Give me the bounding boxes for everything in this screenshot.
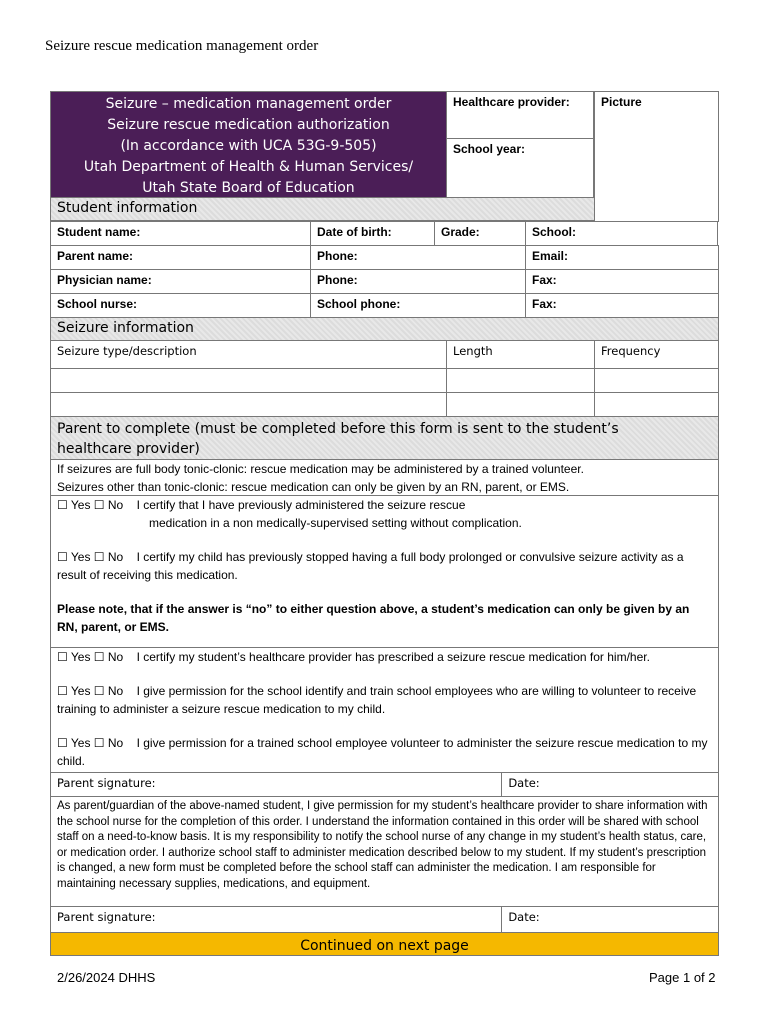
frequency-input[interactable] (594, 368, 719, 393)
healthcare-provider-field[interactable] (446, 91, 594, 139)
length-input[interactable] (446, 392, 595, 417)
yes-no-checkbox[interactable]: ☐ Yes ☐ No (57, 736, 124, 750)
seizure-type-column: Seizure type/description (50, 340, 447, 369)
picture-box[interactable] (594, 91, 719, 222)
form-header (51, 92, 719, 222)
picture-label: Picture (601, 95, 642, 109)
physician-row (51, 270, 719, 294)
parent-email-field[interactable]: Email: (525, 245, 719, 270)
parent-row (51, 246, 719, 270)
school-year-field[interactable] (446, 138, 594, 198)
page-number: Page 1 of 2 (649, 970, 716, 985)
question-1 (57, 496, 712, 532)
yes-no-checkbox[interactable]: ☐ Yes ☐ No (57, 498, 124, 512)
student-info-header: Student information (50, 197, 595, 221)
parent-signature-field[interactable]: Parent signature: (50, 772, 502, 797)
header-left (51, 92, 595, 222)
question-text: medication in a non medically-supervised setting without complication. (149, 516, 522, 530)
question-text: I give permission for a trained school employee volunteer to administer the seizure rescue medication to my child. (57, 736, 708, 768)
question-text: I certify that I have previously administered the seizure rescue (136, 498, 466, 512)
yes-no-checkbox[interactable]: ☐ Yes ☐ No (57, 550, 124, 564)
seizure-type-input[interactable] (50, 368, 447, 393)
footer-date: 2/26/2024 DHHS (57, 970, 156, 985)
question-text: I certify my child has previously stopped having a full body prolonged or convulsive seizure activity as a result of receiving this medication. (57, 550, 684, 582)
certification-block-1 (50, 495, 719, 648)
continued-banner: Continued on next page (50, 932, 719, 956)
healthcare-provider-label: Healthcare provider: (453, 95, 570, 109)
student-name-field[interactable]: Student name: (50, 221, 311, 246)
seizure-rules (50, 459, 719, 496)
parent-section-header (50, 416, 719, 460)
medication-order-form (51, 92, 719, 956)
heading-line: (In accordance with UCA 53G-9-505) (120, 138, 377, 154)
question-5 (57, 734, 712, 770)
parent-signature-field-2[interactable]: Parent signature: (50, 906, 502, 933)
note-text: Please note, that if the answer is “no” to either question above, a student’s medication can only be given by an RN, parent, or EMS. (57, 602, 690, 634)
signature-row-1 (51, 773, 719, 797)
certification-block-2 (50, 647, 719, 773)
parent-phone-field[interactable]: Phone: (310, 245, 526, 270)
frequency-column: Frequency (594, 340, 719, 369)
document-title: Seizure rescue medication management order (45, 38, 319, 54)
seizure-type-input[interactable] (50, 392, 447, 417)
heading-line: Utah State Board of Education (142, 180, 355, 196)
signature-date-field[interactable]: Date: (501, 772, 719, 797)
consent-text: As parent/guardian of the above-named student, I give permission for my student’s healthcare provider to share information with the school nurse for the completion of this order. I understand the information contained in this order will be shared with school staff on a need-to-know basis. It is my responsibility to notify the school nurse of any change in my student’s health status, care, or medication order. I authorize school staff to administer medication described below to my student. If my student’s prescription is changed, a new form must be completed before the school staff can administer the medication. I am responsible for maintaining necessary supplies, medications, and equipment. (50, 796, 719, 907)
rule-line: Seizures other than tonic-clonic: rescue medication can only be given by an RN, parent, or EMS. (57, 480, 570, 494)
question-text: I certify my student’s healthcare provider has prescribed a seizure rescue medication for him/her. (136, 650, 650, 664)
parent-section-title: Parent to complete (must be completed before this form is sent to the student’s (57, 421, 619, 437)
nurse-row (51, 294, 719, 318)
question-3 (57, 648, 712, 666)
student-row (51, 222, 719, 246)
physician-name-field[interactable]: Physician name: (50, 269, 311, 294)
question-4 (57, 682, 712, 718)
grade-field[interactable]: Grade: (434, 221, 526, 246)
length-column: Length (446, 340, 595, 369)
seizure-header-row (51, 341, 719, 369)
parent-name-field[interactable]: Parent name: (50, 245, 311, 270)
signature-date-field-2[interactable]: Date: (501, 906, 719, 933)
school-phone-field[interactable]: School phone: (310, 293, 526, 318)
seizure-entry-row (51, 369, 719, 393)
question-text: I give permission for the school identify and train school employees who are willing to volunteer to receive training to administer a seizure rescue medication to my child. (57, 684, 697, 716)
school-field[interactable]: School: (525, 221, 718, 246)
school-fax-field[interactable]: Fax: (525, 293, 719, 318)
heading-line: Seizure – medication management order (105, 96, 392, 112)
seizure-info-header: Seizure information (50, 317, 719, 341)
parent-section-title: healthcare provider) (57, 441, 200, 457)
signature-row-2 (51, 907, 719, 933)
physician-fax-field[interactable]: Fax: (525, 269, 719, 294)
school-year-label: School year: (453, 142, 526, 156)
rule-line: If seizures are full body tonic-clonic: rescue medication may be administered by a trained volunteer. (57, 462, 584, 476)
frequency-input[interactable] (594, 392, 719, 417)
date-of-birth-field[interactable]: Date of birth: (310, 221, 435, 246)
form-heading (50, 91, 447, 198)
heading-line: Utah Department of Health & Human Services/ (83, 159, 414, 175)
yes-no-checkbox[interactable]: ☐ Yes ☐ No (57, 650, 124, 664)
length-input[interactable] (446, 368, 595, 393)
question-2 (57, 548, 712, 584)
school-nurse-field[interactable]: School nurse: (50, 293, 311, 318)
physician-phone-field[interactable]: Phone: (310, 269, 526, 294)
heading-line: Seizure rescue medication authorization (107, 117, 390, 133)
yes-no-checkbox[interactable]: ☐ Yes ☐ No (57, 684, 124, 698)
seizure-entry-row (51, 393, 719, 417)
